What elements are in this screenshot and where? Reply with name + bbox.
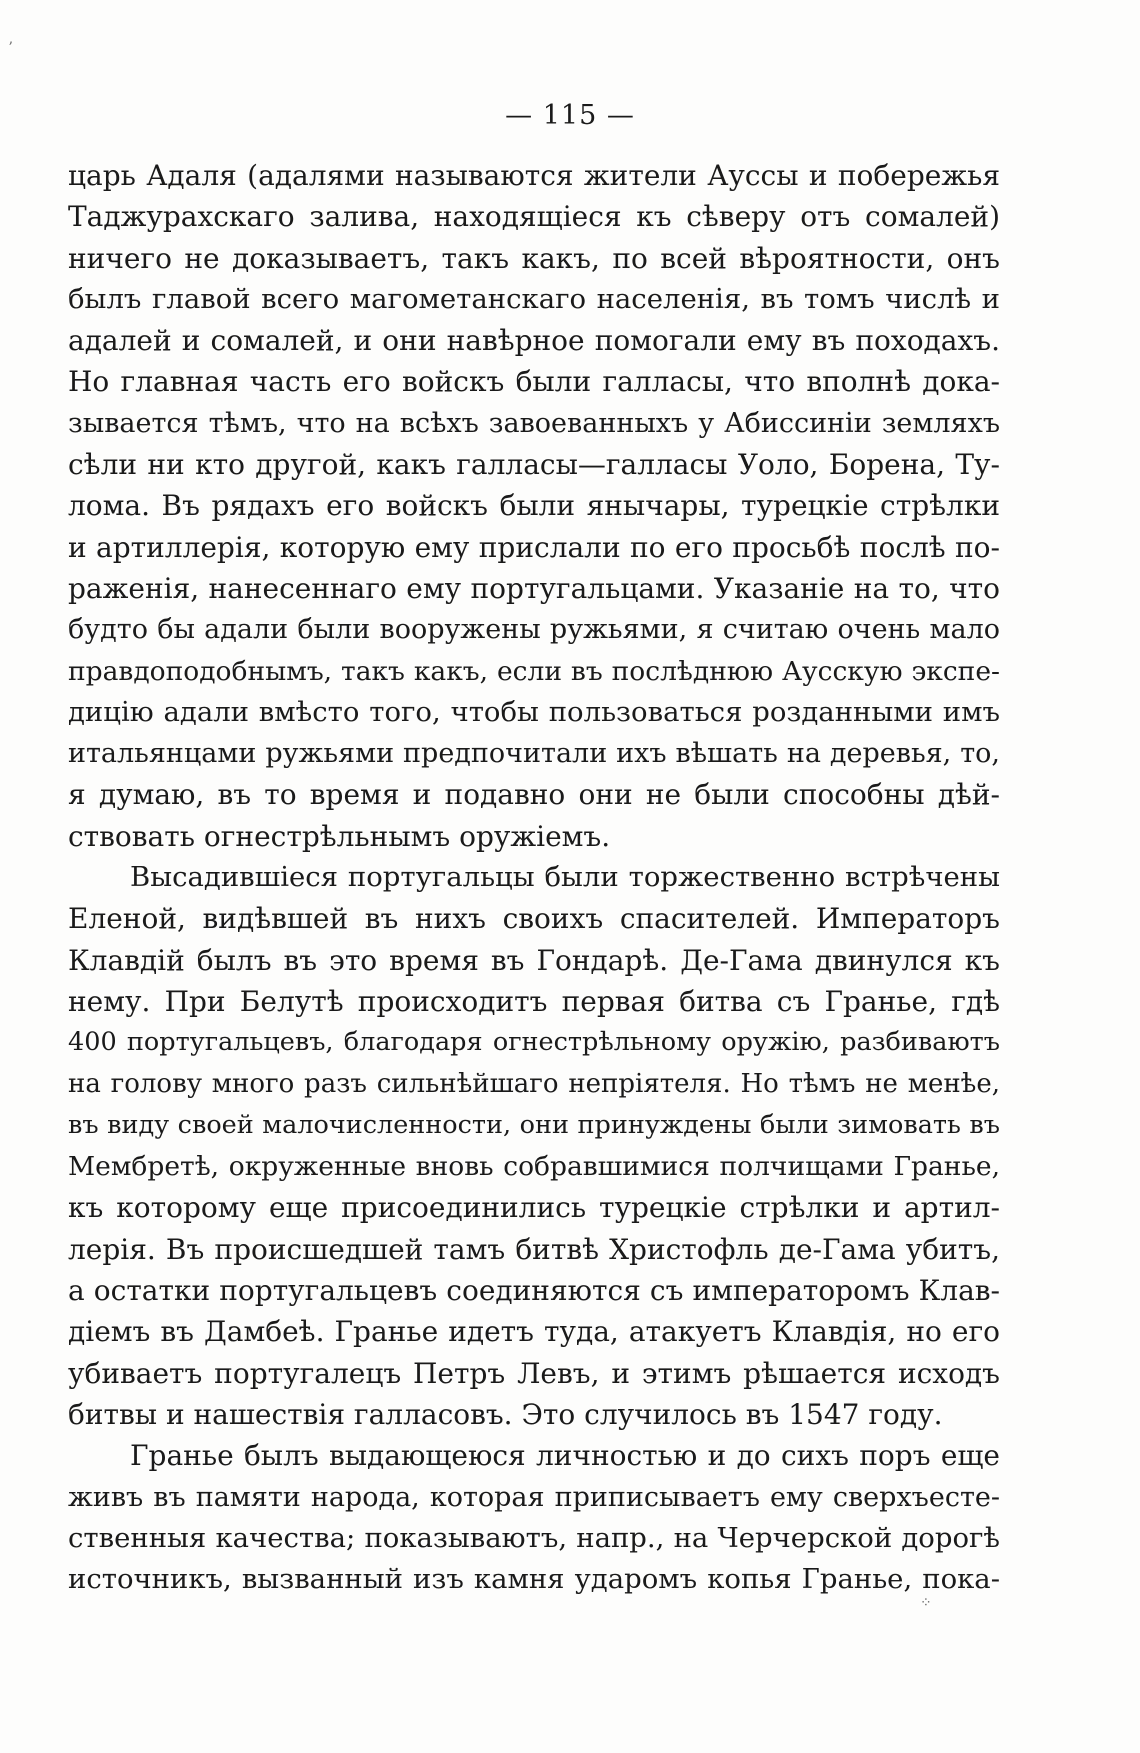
text-line: зывается тѣмъ, что на всѣхъ завоеванныхъ у Абиссиніи земляхъ [68,407,1000,439]
text-line: правдоподобнымъ, такъ какъ, если въ послѣднюю Аусскую экспе- [68,655,1000,687]
text-line: ственныя качества; показываютъ, напр., на Черчерской дорогѣ [68,1521,1000,1554]
text-line: лома. Въ рядахъ его войскъ были янычары, турецкіе стрѣлки [68,489,1000,523]
text-line: источникъ, вызванный изъ камня ударомъ копья Гранье, пока- [68,1563,1000,1596]
text-line: итальянцами ружьями предпочитали ихъ вѣшать на деревья, то, [68,738,1000,770]
text-line: лерія. Въ происшедшей тамъ битвѣ Христофль де-Гама убитъ, [68,1232,1000,1266]
text-line: Таджурахскаго залива, находящіеся къ сѣверу отъ сомалей) [68,200,1000,234]
paragraph-2 [68,857,1000,1435]
text-line: Клавдій былъ въ это время въ Гондарѣ. Де-Гама двинулся къ [68,943,1000,977]
text-line: дицію адали вмѣсто того, чтобы пользоваться розданными имъ [68,695,1000,728]
text-line: и артиллерія, которую ему прислали по его просьбѣ послѣ по- [68,530,1000,564]
text-line: Но главная часть его войскъ были галласы, что вполнѣ дока- [68,365,1000,399]
text-line: будто бы адали были вооружены ружьями, я считаю очень мало [68,614,1000,646]
text-line: ствовать огнестрѣльнымъ оружіемъ. [68,819,611,853]
text-line: а остатки португальцевъ соединяются съ императоромъ Клав- [68,1274,1000,1308]
text-line: сѣли ни кто другой, какъ галласы—галласы Уоло, Борена, Ту- [68,448,1000,482]
text-line: діемъ въ Дамбеѣ. Гранье идетъ туда, атакуетъ Клавдія, но его [68,1315,1000,1349]
text-line: Мембретѣ, окруженные вновь собравшимися полчищами Гранье, [68,1151,1000,1183]
text-line: нему. При Белутѣ происходитъ первая битва съ Гранье, гдѣ [68,984,1000,1018]
text-line: Высадившіеся португальцы были торжественно встрѣчены [130,861,1000,894]
text-line: въ виду своей малочисленности, они принуждены были зимовать въ [68,1109,1000,1140]
text-line: я думаю, въ то время и подавно они не были способны дѣй- [68,778,1000,812]
page-number: — 115 — [505,100,635,131]
print-speck: ⁘ [920,1595,932,1611]
text-line: ничего не доказываетъ, такъ какъ, по всей вѣроятности, онъ [68,241,1000,275]
text-line: адалей и сомалей, и они навѣрное помогали ему въ походахъ. [68,324,1000,358]
text-line: живъ въ памяти народа, которая приписываетъ ему сверхъесте- [68,1481,1000,1513]
text-line: 400 португальцевъ, благодаря огнестрѣльному оружію, разбиваютъ [68,1027,1000,1058]
text-line: къ которому еще присоединились турецкіе стрѣлки и артил- [68,1191,1000,1225]
text-line: царь Адаля (адалями называются жители Ауссы и побережья [68,159,1000,192]
text-line: битвы и нашествія галласовъ. Это случилось въ 1547 году. [68,1397,943,1431]
text-line: на голову много разъ сильнѣйшаго непріятеля. Но тѣмъ не менѣе, [68,1068,1000,1099]
text-line: Еленой, видѣвшей въ нихъ своихъ спасителей. Императоръ [68,902,1000,936]
paragraph-3 [68,1435,1000,1600]
text-line: Гранье былъ выдающеюся личностью и до сихъ поръ еще [130,1439,1000,1473]
text-line: убиваетъ португалецъ Петръ Левъ, и этимъ рѣшается исходъ [68,1356,1000,1390]
text-line: раженія, нанесеннаго ему португальцами. Указаніе на то, что [68,571,1000,605]
paragraph-1 [68,155,1000,857]
print-speck: ʼ [8,40,13,56]
body-text [68,155,1000,1600]
text-line: былъ главой всего магометанскаго населенія, въ томъ числѣ и [68,282,1000,315]
